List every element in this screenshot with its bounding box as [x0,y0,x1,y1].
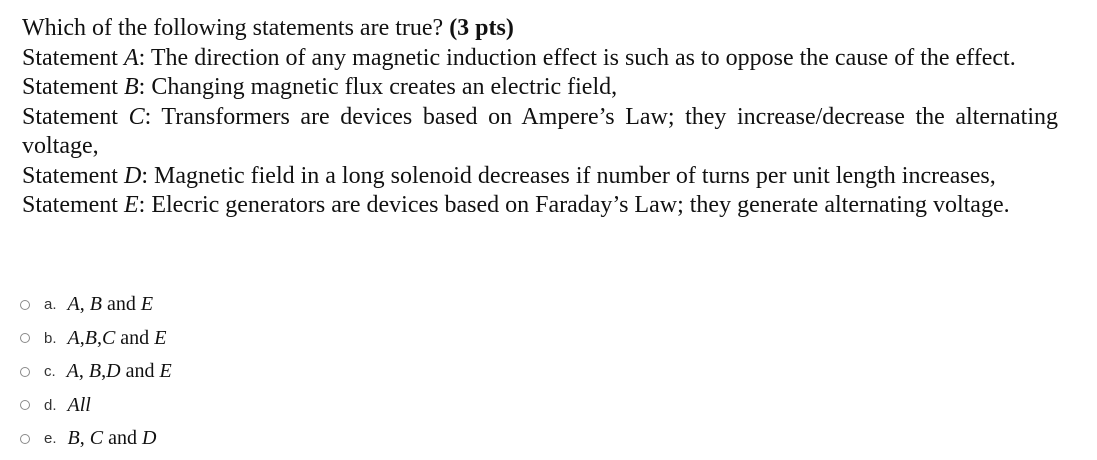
option-letter: b. [44,329,57,347]
radio-button-b[interactable] [20,333,30,343]
statement-prefix: Statement [22,162,124,189]
option-a[interactable] [20,288,620,322]
option-label: A, B and E [67,293,154,316]
option-e[interactable] [20,422,620,456]
radio-button-a[interactable] [20,300,30,310]
statement-body: : The direction of any magnetic induction effect is such as to oppose the cause of the effect. [138,44,1016,71]
radio-button-e[interactable] [20,434,30,444]
option-d[interactable] [20,389,620,423]
option-label: All [67,393,91,416]
option-letter: d. [44,396,57,414]
statement-e [22,191,1058,221]
option-label: A, B,D and E [66,360,172,383]
option-letter: c. [44,363,56,381]
option-label: A,B,C and E [67,326,167,349]
statement-body: : Magnetic field in a long solenoid decreases if number of turns per unit length increases, [141,162,996,189]
statement-c [22,103,1058,162]
statement-prefix: Statement [22,192,124,218]
statement-letter: A [123,44,139,71]
option-c[interactable] [20,355,620,389]
statement-letter: C [128,103,145,130]
radio-button-d[interactable] [20,400,30,410]
question-title-text: Which of the following statements are true? [22,15,444,41]
statement-b [22,73,1058,103]
statement-prefix: Statement [22,44,124,71]
statement-body: : Transformers are devices based on Ampere’s Law; they increase/decrease the alternating voltage, [22,103,1058,159]
question-points: (3 pts) [449,15,514,41]
option-letter: e. [44,430,57,448]
option-b[interactable] [20,322,620,356]
statement-d [22,162,1058,192]
question-title [22,14,1058,44]
statement-letter: B [123,74,139,100]
answer-options [20,288,620,456]
statement-body: : Elecric generators are devices based on Faraday’s Law; they generate alternating voltage. [138,192,1010,218]
statement-letter: E [123,192,139,218]
option-label: B, C and D [67,427,157,450]
question-text [22,14,1058,221]
radio-button-c[interactable] [20,367,30,377]
statement-prefix: Statement [22,74,124,100]
statement-prefix: Statement [22,103,129,130]
statement-a [22,44,1058,74]
statement-body: : Changing magnetic flux creates an electric field, [138,74,618,100]
option-letter: a. [44,296,57,314]
statement-letter: D [123,162,142,189]
